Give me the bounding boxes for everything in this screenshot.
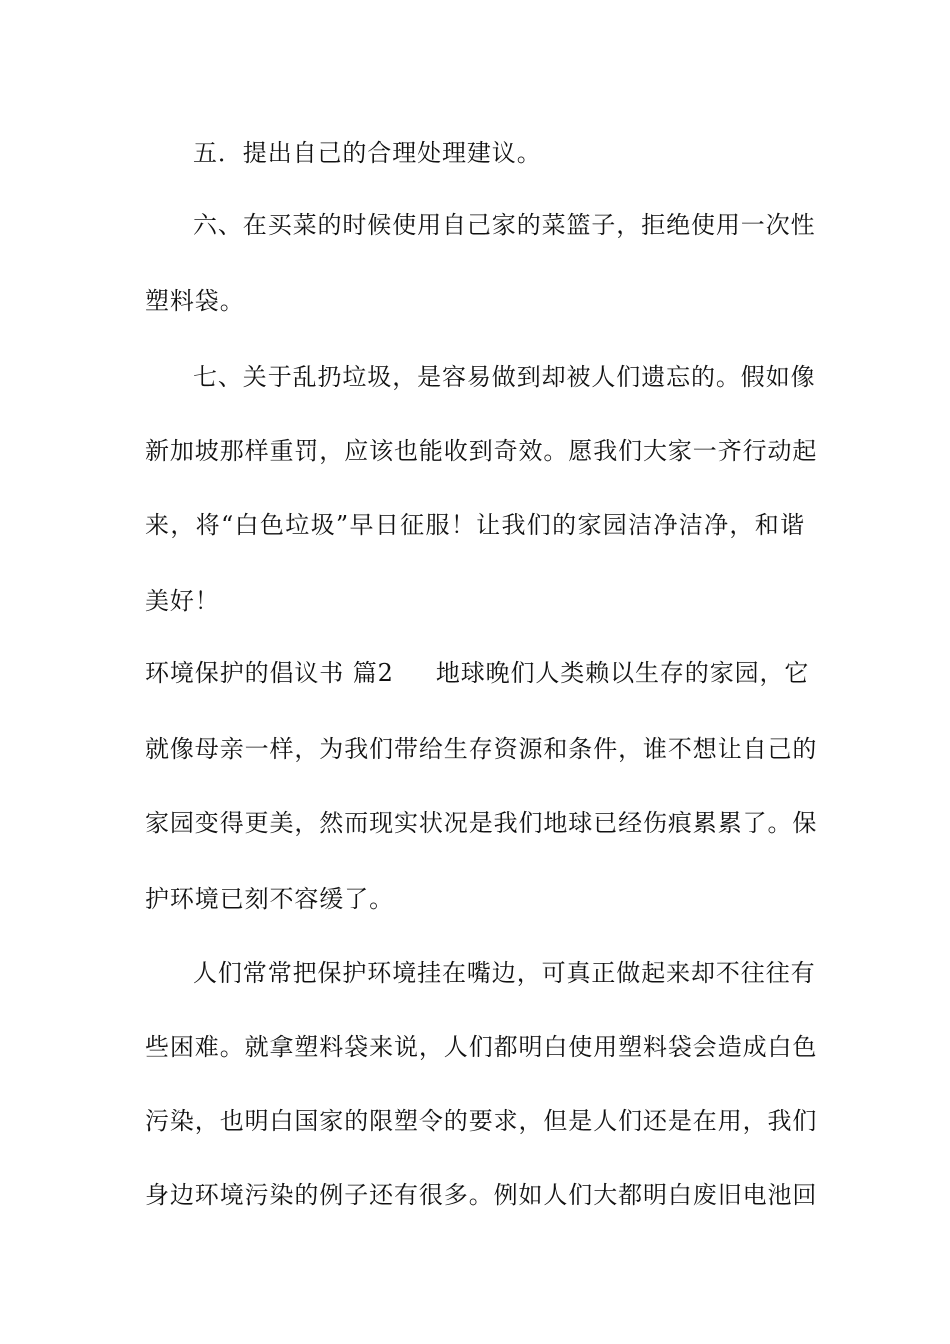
paragraph-line: 身边环境污染的例子还有很多。例如人们大都明白废旧电池回	[145, 1181, 818, 1209]
paragraph-line: 护环境已刻不容缓了。	[145, 885, 394, 913]
paragraph-text: 地球晚们人类赖以生存的家园，它	[435, 659, 810, 687]
paragraph-line: 五．提出自己的合理处理建议。	[193, 139, 542, 167]
section-heading-line	[145, 658, 810, 688]
paragraph-line: 就像母亲一样，为我们带给生存资源和条件，谁不想让自己的	[145, 735, 818, 763]
paragraph-line: 美好！	[145, 587, 220, 615]
paragraph-line: 人们常常把保护环境挂在嘴边，可真正做起来却不往往有	[193, 959, 816, 987]
paragraph-line: 些困难。就拿塑料袋来说，人们都明白使用塑料袋会造成白色	[145, 1033, 818, 1061]
paragraph-line: 污染，也明白国家的限塑令的要求，但是人们还是在用，我们	[145, 1107, 818, 1135]
paragraph-line: 七、关于乱扔垃圾，是容易做到却被人们遗忘的。假如像	[193, 363, 816, 391]
paragraph-line: 新加坡那样重罚，应该也能收到奇效。愿我们大家一齐行动起	[145, 437, 818, 465]
paragraph-line: 家园变得更美，然而现实状况是我们地球已经伤痕累累了。保	[145, 809, 818, 837]
paragraph-line: 来，将“白色垃圾”早日征服！让我们的家园洁净洁净，和谐	[145, 511, 805, 539]
section-heading: 环境保护的倡议书 篇2	[145, 659, 394, 687]
paragraph-line: 六、在买菜的时候使用自己家的菜篮子，拒绝使用一次性	[193, 211, 816, 239]
paragraph-line: 塑料袋。	[145, 287, 245, 315]
